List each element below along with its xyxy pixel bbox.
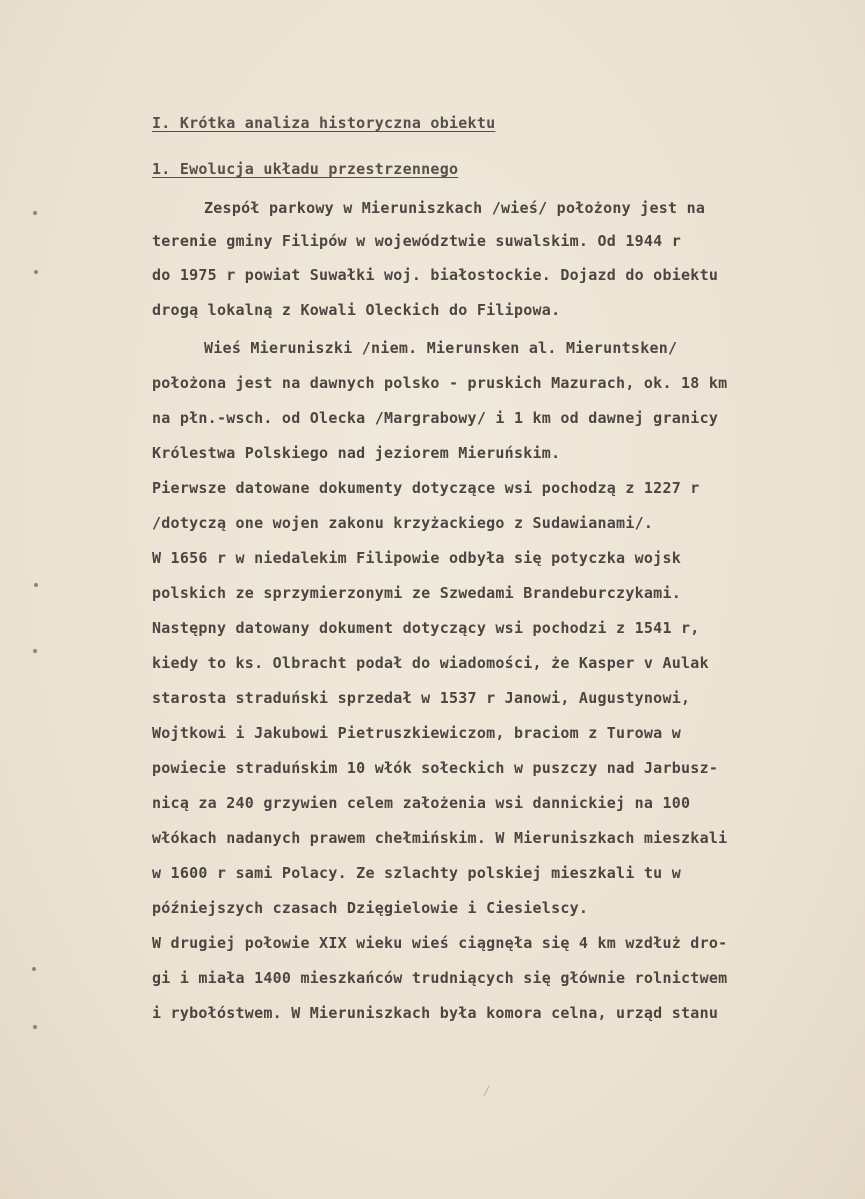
section-heading: I. Krótka analiza historyczna obiektu [152, 114, 496, 132]
binding-hole-mark [32, 967, 36, 971]
text-line: nicą za 240 grzywien celem założenia wsi dannickiej na 100 [152, 794, 691, 812]
text-line: starosta straduński sprzedał w 1537 r Janowi, Augustynowi, [152, 689, 691, 707]
text-line: polskich ze sprzymierzonymi ze Szwedami Brandeburczykami. [152, 584, 682, 602]
text-line: Następny datowany dokument dotyczący wsi pochodzi z 1541 r, [152, 619, 700, 637]
binding-hole-mark [33, 211, 37, 215]
text-line: W drugiej połowie XIX wieku wieś ciągnęła się 4 km wzdłuż dro- [152, 934, 728, 952]
text-line: Zespół parkowy w Mieruniszkach /wieś/ położony jest na [204, 199, 706, 217]
text-line: późniejszych czasach Dzięgielowie i Ciesielscy. [152, 899, 589, 917]
text-line: kiedy to ks. Olbracht podał do wiadomości, że Kasper v Aulak [152, 654, 709, 672]
text-line: w 1600 r sami Polacy. Ze szlachty polskiej mieszkali tu w [152, 864, 682, 882]
text-line: powiecie straduńskim 10 włók sołeckich w puszczy nad Jarbusz- [152, 759, 719, 777]
text-line: Królestwa Polskiego nad jeziorem Mieruńskim. [152, 444, 561, 462]
binding-hole-mark [34, 270, 38, 274]
text-line: położona jest na dawnych polsko - pruskich Mazurach, ok. 18 km [152, 374, 728, 392]
text-line: terenie gminy Filipów w województwie suwalskim. Od 1944 r [152, 232, 682, 250]
text-line: Pierwsze datowane dokumenty dotyczące wsi pochodzą z 1227 r [152, 479, 700, 497]
text-line: włókach nadanych prawem chełmińskim. W Mieruniszkach mieszkali [152, 829, 728, 847]
binding-hole-mark [33, 1025, 37, 1029]
text-line: /dotyczą one wojen zakonu krzyżackiego z Sudawianami/. [152, 514, 654, 532]
binding-hole-mark [33, 649, 37, 653]
text-line: Wieś Mieruniszki /niem. Mierunsken al. Mieruntsken/ [204, 339, 678, 357]
text-line: do 1975 r powiat Suwałki woj. białostockie. Dojazd do obiektu [152, 266, 719, 284]
subsection-heading: 1. Ewolucja układu przestrzennego [152, 160, 459, 178]
text-line: na płn.-wsch. od Olecka /Margrabowy/ i 1 km od dawnej granicy [152, 409, 719, 427]
text-line: W 1656 r w niedalekim Filipowie odbyła się potyczka wojsk [152, 549, 682, 567]
text-line: drogą lokalną z Kowali Oleckich do Filipowa. [152, 301, 561, 319]
paper-mark [484, 1085, 490, 1096]
binding-hole-mark [34, 583, 38, 587]
text-line: i rybołóstwem. W Mieruniszkach była komora celna, urząd stanu [152, 1004, 719, 1022]
text-line: gi i miała 1400 mieszkańców trudniących się głównie rolnictwem [152, 969, 728, 987]
text-line: Wojtkowi i Jakubowi Pietruszkiewiczom, braciom z Turowa w [152, 724, 682, 742]
